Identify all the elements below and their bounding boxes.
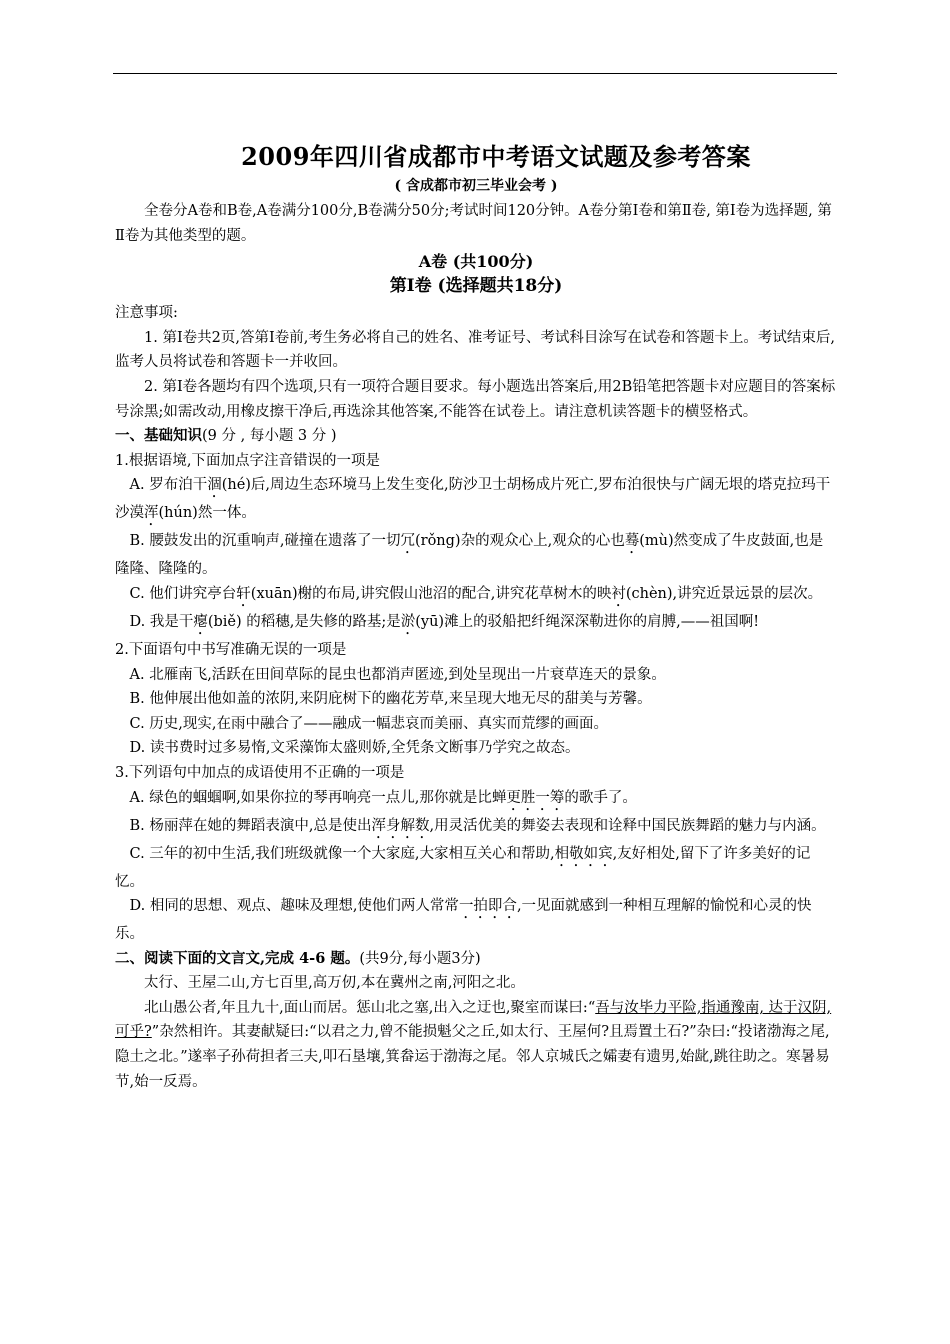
q2-option-c: C. 历史,现实,在雨中融合了——融成一幅悲哀而美丽、真实而荒缪的画面。 — [129, 715, 609, 732]
q3-d-text-2: ,一见面就感到一种相互理解的愉悦和心灵的快乐。 — [115, 898, 812, 943]
q3-d-text: D. 相同的思想、观点、趣味及理想,使他们两人常常 — [129, 898, 459, 915]
q1-d-text-2: (biě) 的稻穗,是失修的路基;是 — [207, 613, 401, 630]
q2-option-b: B. 他伸展出他如盖的浓阴,来阴庇树下的幽花芳草,来呈现大地无尽的甜美与芳馨。 — [129, 691, 652, 708]
passage-text-2: ”杂然相许。其妻献疑曰:“以君之力,曾不能损魁父之丘,如太行、王屋何?且焉置土石?”杂曰:“投诸渤海之尾,隐土之北。”遂率子孙荷担者三夫,叩石垦壤,箕畚运于渤海之尾。邻人京城氏之孀妻有遗男,始龀,跳往助之。寒暑易节,始一反焉。 — [115, 1024, 830, 1090]
passage-text: 北山愚公者,年且九十,面山而居。惩山北之塞,出入之迂也,聚室而谋曰:“ — [144, 999, 596, 1016]
q1-c-text-3: (chèn),讲究近景远景的层次。 — [625, 585, 823, 602]
passage-underlined-sentence: 吾与汝毕力平险,指通豫南, 达于汉阴,可乎? — [115, 999, 832, 1041]
q3-option-b — [115, 814, 837, 842]
section-a-heading: A卷 (共100分) — [418, 252, 534, 272]
q2-option-a: A. 北雁南飞,活跃在田间草际的昆虫也都消声匿迹,到处呈现出一片衰草连天的景象。 — [129, 666, 666, 683]
q1-a-dotted-char-2: 浑 — [144, 505, 159, 522]
part2-score-note: (共9分,每小题3分) — [359, 950, 481, 967]
exam-page — [115, 140, 837, 1094]
q1-b-dotted-char-2: 蓦 — [624, 533, 640, 550]
q1-stem: 1.根据语境,下面加点字注音错误的一项是 — [115, 452, 380, 469]
q1-a-text: A. 罗布泊干 — [129, 477, 208, 494]
q3-option-a — [115, 786, 837, 814]
q3-d-dotted-idiom: 一拍即合 — [458, 898, 517, 915]
part1-heading — [115, 424, 837, 449]
part1-title: 一、基础知识 — [115, 427, 202, 445]
part2-heading — [115, 947, 837, 972]
notice-item-1: 1. 第Ⅰ卷共2页,答第Ⅰ卷前,考生务必将自己的姓名、准考证号、考试科目涂写在试卷和答题卡上。考试结束后,监考人员将试卷和答题卡一并收回。 — [115, 329, 835, 371]
q3-a-text-2: 的歌手了。 — [564, 789, 637, 806]
q1-c-text-2: (xuān)榭的布局,讲究假山池沼的配合,讲究花草树木的映 — [250, 585, 612, 602]
q1-b-dotted-char-1: 冗 — [400, 533, 415, 550]
notice-label: 注意事项: — [115, 305, 178, 322]
q3-b-text-2: ,用灵活优美的舞姿去表现和诠释中国民族舞蹈的魅力与内涵。 — [429, 817, 826, 834]
q1-c-dotted-char-1: 轩 — [236, 585, 251, 602]
intro-paragraph: 全卷分A卷和B卷,A卷满分100分,B卷满分50分;考试时间120分钟。A卷分第Ⅰ卷和第Ⅱ卷, 第Ⅰ卷为选择题, 第Ⅱ卷为其他类型的题。 — [115, 203, 832, 244]
passage-paragraph-2 — [115, 996, 837, 1094]
q1-b-text: B. 腰鼓发出的沉重响声,碰撞在遗落了一切 — [129, 533, 401, 550]
part2-title: 二、阅读下面的文言文,完成 4-6 题。 — [115, 949, 360, 967]
q3-stem: 3.下列语句中加点的成语使用不正确的一项是 — [115, 764, 405, 781]
q3-c-text: C. 三年的初中生活,我们班级就像一个大家庭,大家相互关心和帮助, — [129, 845, 555, 862]
notice-item-2: 2. 第Ⅰ卷各题均有四个选项,只有一项符合题目要求。每小题选出答案后,用2B铅笔把答题卡对应题目的答案标号涂黑;如需改动,用橡皮擦干净后,再选涂其他答案,不能答在试卷上。请注意机读答题卡的横竖格式。 — [115, 378, 836, 420]
q3-option-d — [115, 894, 837, 947]
q3-b-text: B. 杨丽萍在她的舞蹈表演中,总是使出 — [129, 817, 372, 834]
q1-d-text-3: (yū)滩上的驳船把纤绳深深勒进你的肩膊,——祖国啊! — [415, 613, 760, 630]
q3-c-dotted-idiom: 相敬如宾 — [554, 845, 613, 862]
q3-a-dotted-idiom: 更胜一筹 — [506, 789, 565, 806]
q3-b-dotted-idiom: 浑身解数 — [371, 817, 430, 834]
part1-score-note: (9 分 , 每小题 3 分 ) — [202, 428, 337, 445]
q2-stem: 2.下面语句中书写准确无误的一项是 — [115, 641, 347, 658]
page-title: 2009年四川省成都市中考语文试题及参考答案 — [241, 142, 751, 171]
q1-option-b — [115, 529, 837, 582]
q1-b-text-3: (mù)然变成了牛皮鼓面,也是隆隆、隆隆的。 — [115, 533, 824, 578]
q1-a-dotted-char-1: 涸 — [207, 477, 222, 494]
q1-d-dotted-char-2: 淤 — [400, 613, 416, 630]
q1-option-a — [115, 473, 837, 529]
q1-d-text: D. 我是干 — [129, 613, 194, 630]
q3-option-c — [115, 842, 837, 895]
page-subtitle: ( 含成都市初三毕业会考 ) — [394, 178, 558, 194]
q3-c-text-2: ,友好相处,留下了许多美好的记忆。 — [115, 845, 811, 890]
q1-b-text-2: (rǒng)杂的观众心上,观众的心也 — [414, 533, 625, 550]
q2-option-d: D. 读书费时过多易惰,文采藻饰太盛则娇,全凭条文断事乃学究之故态。 — [129, 740, 580, 757]
q1-a-text-3: (hún)然一体。 — [158, 505, 256, 522]
passage-paragraph-1: 太行、王屋二山,方七百里,高万仞,本在冀州之南,河阳之北。 — [144, 975, 525, 992]
q3-a-text: A. 绿色的蝈蝈啊,如果你拉的琴再响亮一点儿,那你就是比蝉 — [129, 789, 507, 806]
header-rule — [113, 73, 837, 74]
q1-a-text-2: (hé)后,周边生态环境马上发生变化,防沙卫士胡杨成片死亡,罗布泊很快与广阔无垠的塔克拉玛干沙漠 — [115, 477, 831, 522]
q1-c-text: C. 他们讲究亭台 — [129, 585, 237, 602]
section-i-heading: 第Ⅰ卷 (选择题共18分) — [389, 276, 563, 297]
q1-option-c — [115, 582, 837, 610]
q1-d-dotted-char-1: 瘪 — [193, 613, 208, 630]
q1-c-dotted-char-2: 衬 — [611, 585, 626, 602]
q1-option-d — [115, 610, 837, 638]
